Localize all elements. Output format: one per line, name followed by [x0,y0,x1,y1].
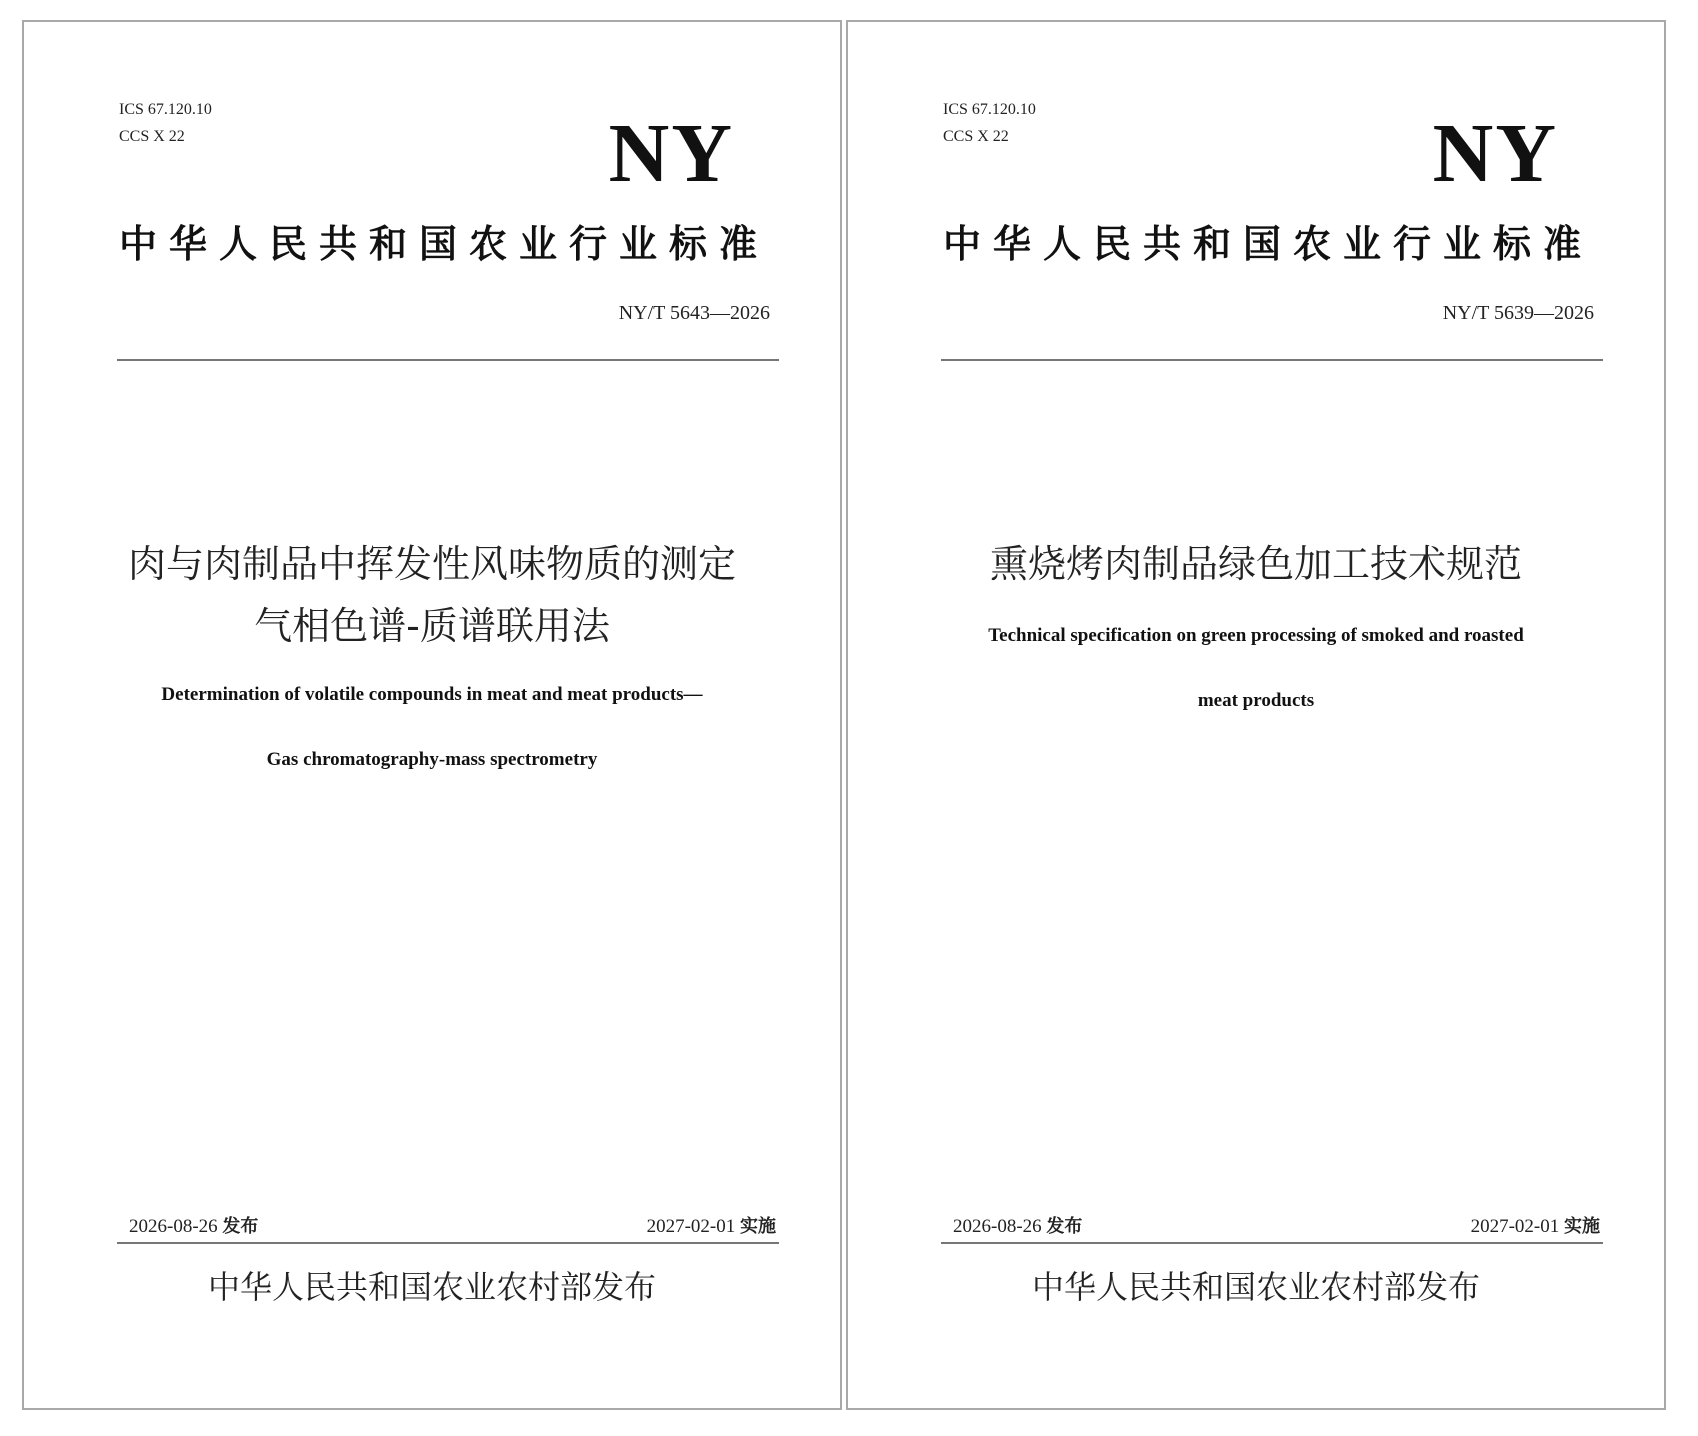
publisher: 中华人民共和国农业农村部发布 [1031,1268,1480,1306]
ccs-code: CCS X 22 [943,128,1009,145]
publisher: 中华人民共和国农业农村部发布 [207,1268,656,1306]
publish-label: 发布 [1046,1216,1083,1237]
standard-number: NY/T 5643—2026 [618,302,770,324]
standard-cover-page-2 [846,20,1666,1410]
implement-label: 实施 [1564,1216,1600,1237]
title-cn-line-1: 肉与肉制品中挥发性风味物质的测定 [127,542,736,586]
header-divider [117,359,779,361]
publish-date [953,1212,1082,1238]
implement-date [1471,1212,1600,1238]
ny-logo: NY [1432,107,1558,200]
standard-body-title: 中华人民共和国农业行业标准 [119,222,770,266]
ics-code: ICS 67.120.10 [943,101,1036,118]
standard-cover-page-1 [22,20,842,1410]
publish-date-value: 2026-08-26 [953,1216,1042,1237]
ny-logo: NY [608,107,734,200]
implement-label: 实施 [740,1216,776,1237]
standard-body-title: 中华人民共和国农业行业标准 [943,222,1594,266]
title-cn-line-2: 气相色谱-质谱联用法 [254,604,610,648]
ccs-code: CCS X 22 [119,128,185,145]
footer-divider [941,1242,1603,1244]
classification-codes [943,96,1036,150]
header-divider [941,359,1603,361]
footer-divider [117,1242,779,1244]
title-en-line-2: Gas chromatography-mass spectrometry [266,749,598,770]
implement-date [647,1212,776,1238]
classification-codes [119,96,212,150]
title-en-line-2: meat products [1197,690,1315,711]
publish-date-value: 2026-08-26 [129,1216,218,1237]
implement-date-value: 2027-02-01 [1470,1216,1560,1237]
title-en-line-1: Technical specification on green processing of smoked and roasted [988,625,1524,646]
standard-number: NY/T 5639—2026 [1442,302,1594,324]
title-en-line-1: Determination of volatile compounds in meat and meat products— [161,684,703,705]
implement-date-value: 2027-02-01 [646,1216,736,1237]
publish-date [129,1212,258,1238]
ics-code: ICS 67.120.10 [119,101,212,118]
title-cn-line-1: 熏烧烤肉制品绿色加工技术规范 [989,542,1522,586]
publish-label: 发布 [222,1216,259,1237]
